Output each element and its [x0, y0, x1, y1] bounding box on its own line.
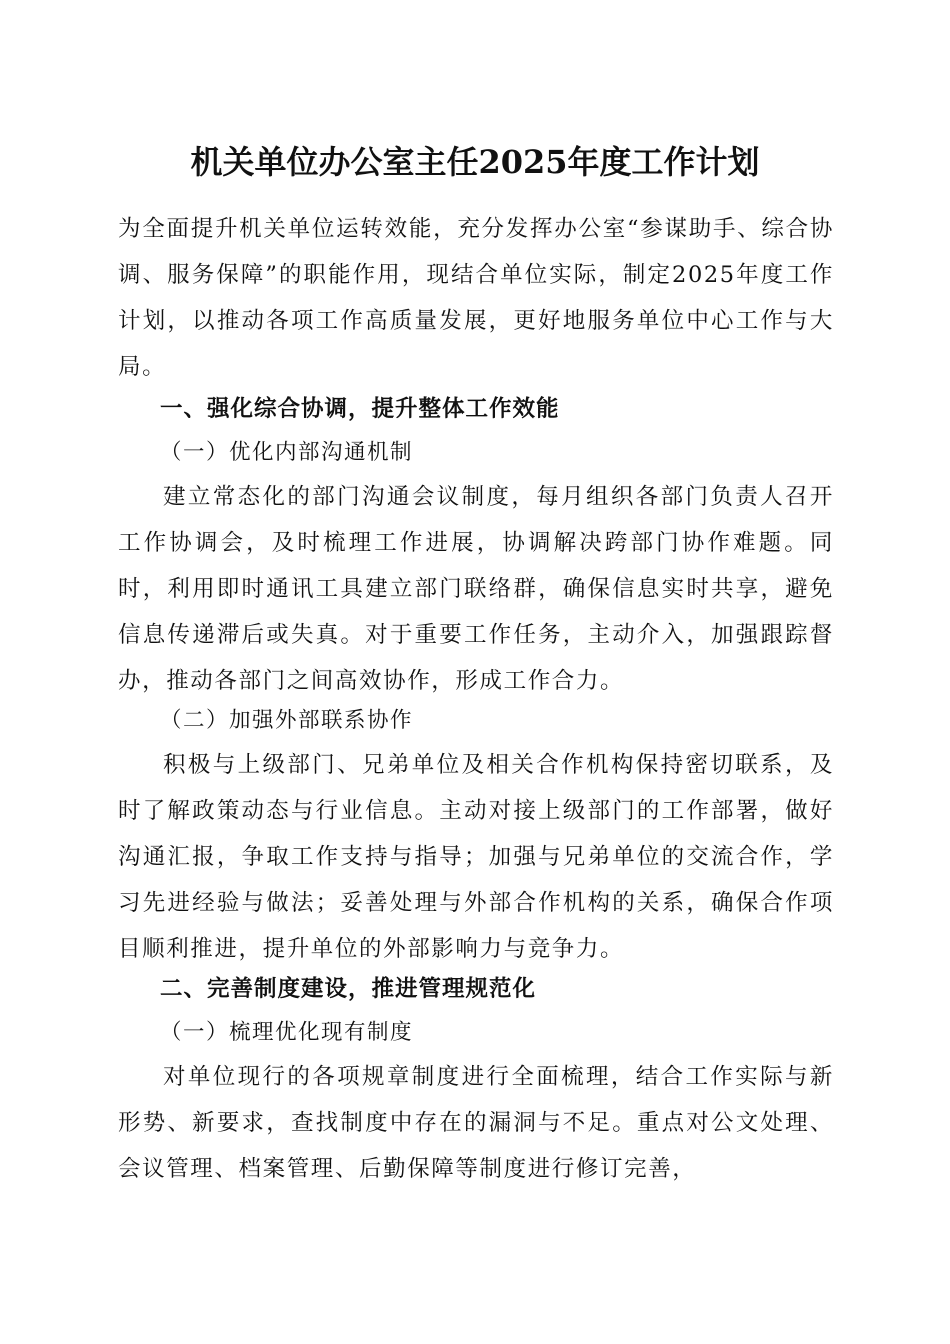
- section-2-heading: 二、完善制度建设，推进管理规范化: [160, 976, 537, 1002]
- section-1-2-paragraph: 积极与上级部门、兄弟单位及相关合作机构保持密切联系，及时了解政策动态与行业信息。主动对接上级部门的工作部署，做好沟通汇报，争取工作支持与指导；加强与兄弟单位的交流合作，学习先进经验与做法；妥善处理与外部合作机构的关系，确保合作项目顺利推进，提升单位的外部影响力与竞争力。: [118, 752, 834, 962]
- section-1-1-heading: （一）优化内部沟通机制: [160, 440, 414, 465]
- document-title: 机关单位办公室主任2025年度工作计划: [190, 143, 760, 181]
- section-1-1-paragraph: 建立常态化的部门沟通会议制度，每月组织各部门负责人召开工作协调会，及时梳理工作进展，协调解决跨部门协作难题。同时，利用即时通讯工具建立部门联络群，确保信息实时共享，避免信息传递滞后或失真。对于重要工作任务，主动介入，加强跟踪督办，推动各部门之间高效协作，形成工作合力。: [118, 484, 834, 694]
- intro-paragraph: 为全面提升机关单位运转效能，充分发挥办公室“参谋助手、综合协调、服务保障”的职能作用，现结合单位实际，制定2025年度工作计划，以推动各项工作高质量发展，更好地服务单位中心工作与大局。: [118, 216, 834, 380]
- section-1-heading: 一、强化综合协调，提升整体工作效能: [160, 396, 560, 422]
- section-2-1-paragraph: 对单位现行的各项规章制度进行全面梳理，结合工作实际与新形势、新要求，查找制度中存在的漏洞与不足。重点对公文处理、会议管理、档案管理、后勤保障等制度进行修订完善，: [118, 1064, 834, 1182]
- section-2-1-heading: （一）梳理优化现有制度: [160, 1020, 414, 1045]
- section-1-2-heading: （二）加强外部联系协作: [160, 708, 414, 733]
